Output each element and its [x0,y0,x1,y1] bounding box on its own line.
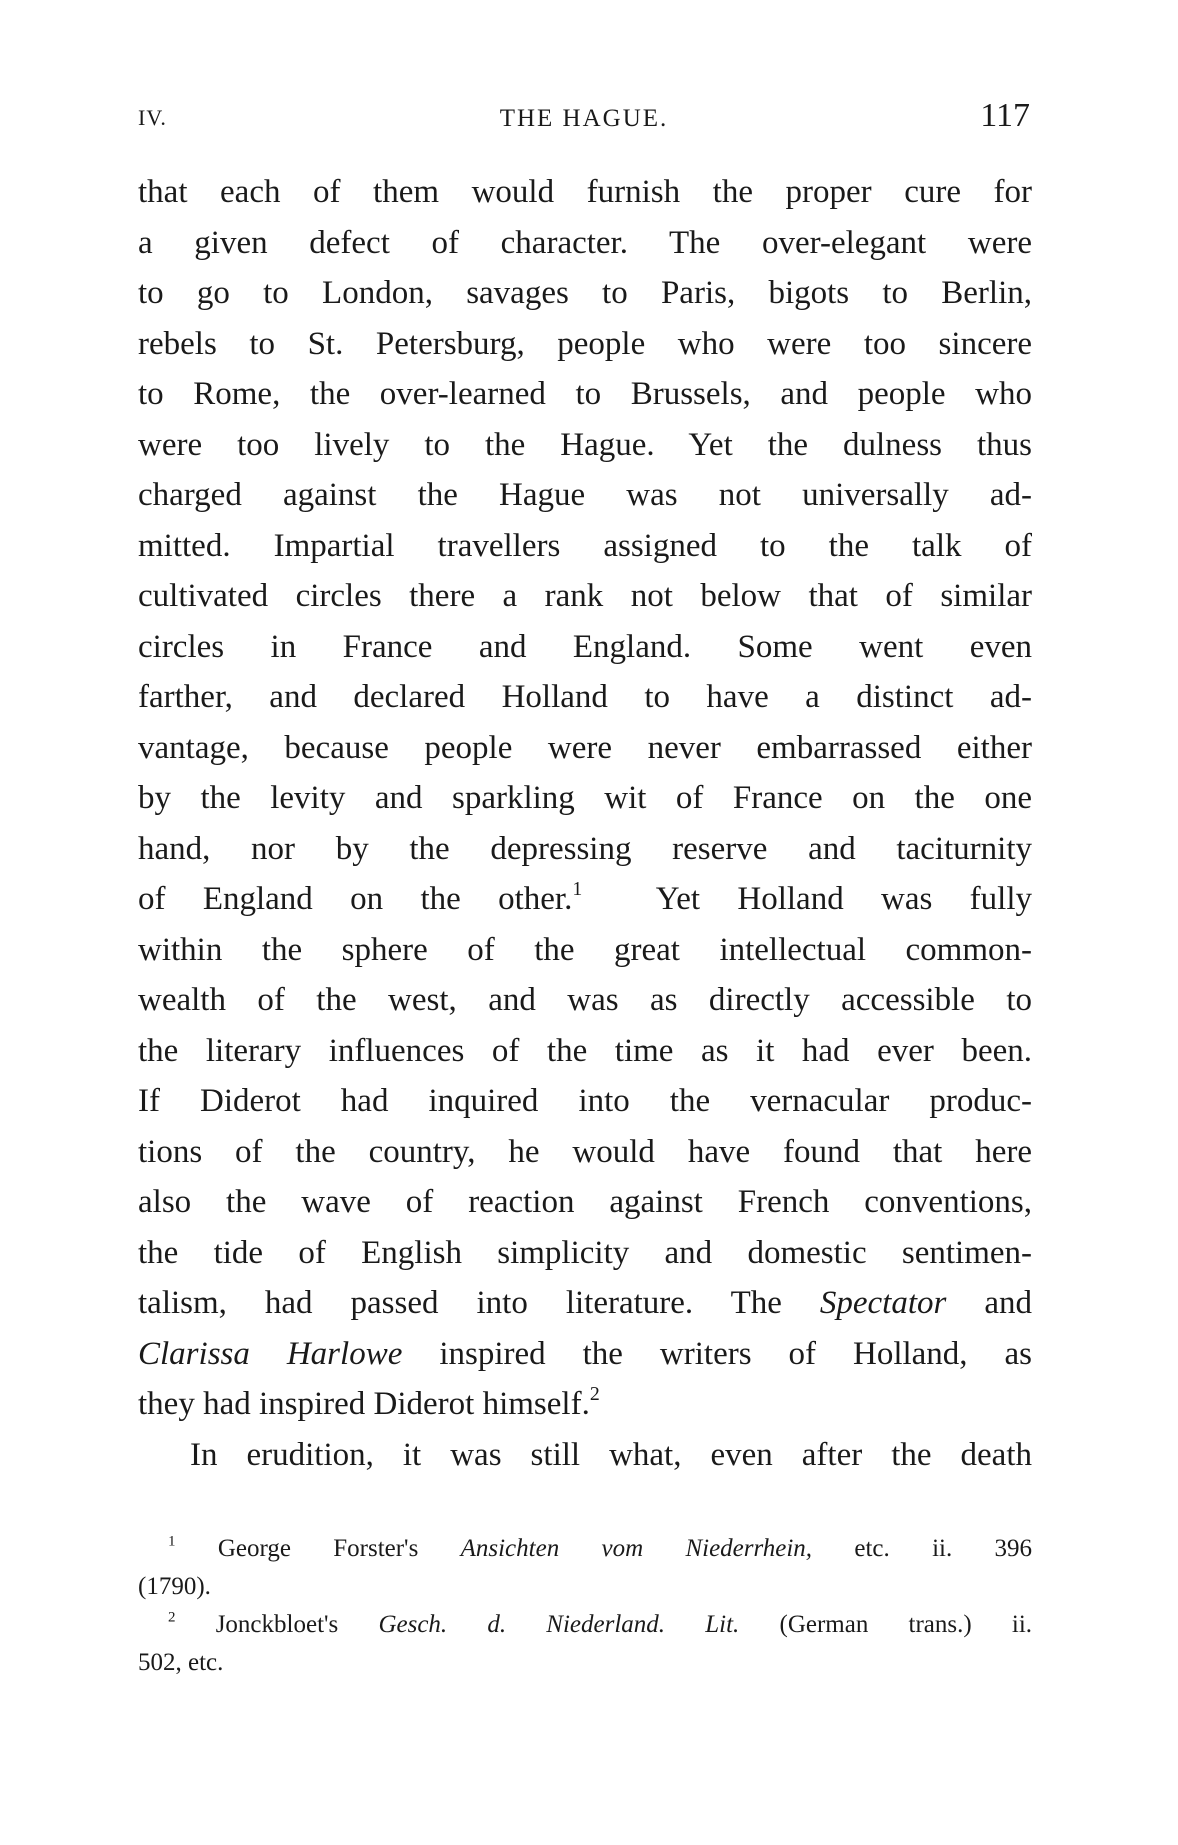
text-line: by the levity and sparkling wit of France on the one [138,780,1032,816]
paragraph-start-line: In erudition, it was still what, even after the death [190,1436,1032,1473]
footnote-mark-1: 1 [168,1533,176,1550]
footnote-text: Jonckbloet's [215,1611,339,1638]
text-segment: and [984,1285,1033,1321]
text-line: cultivated circles there a rank not below that of similar [138,578,1032,614]
footnote-mark-2: 2 [168,1609,176,1626]
footnote-text: etc. ii. 396 [854,1535,1033,1562]
text-line: the literary influences of the time as it had ever been. [138,1032,1032,1069]
text-line: to Rome, the over-learned to Brussels, and people who [138,376,1032,412]
text-segment: inspired the writers of Holland, as [439,1335,1033,1372]
footnote-text: George Forster's [217,1535,419,1562]
text-line: hand, nor by the depressing reserve and taciturnity [138,830,1032,867]
text-line: also the wave of reaction against French conventions, [138,1184,1032,1220]
page-number: 117 [980,97,1030,134]
text-segment: talism, had passed into literature. The [138,1285,782,1321]
text-line: a given defect of character. The over-elegant were [138,224,1032,261]
text-line: to go to London, savages to Paris, bigots to Berlin, [138,275,1032,311]
footnote-italic-title: Gesch. d. Niederland. Lit. [378,1611,740,1638]
footnotes [138,1530,1032,1682]
footnote-text: (German trans.) ii. [779,1611,1033,1638]
text-line-with-italic [138,1278,1032,1329]
text-line-with-footnote [138,874,1032,925]
chapter-number: IV. [138,105,167,130]
footnote-1 [138,1530,1032,1568]
text-segment: they had inspired Diderot himself. [138,1386,590,1422]
text-line: charged against the Hague was not universally ad- [138,477,1032,513]
footnote-2 [138,1606,1032,1644]
text-line: vantage, because people were never embarrassed either [138,729,1032,766]
footnote-ref-1[interactable]: 1 [572,878,583,901]
text-line: the tide of English simplicity and domestic sentimen- [138,1234,1032,1271]
text-line: farther, and declared Holland to have a distinct ad- [138,679,1032,715]
body-text [138,167,1032,1480]
text-line-with-italic [138,1329,1032,1380]
italic-title-spectator: Spectator [819,1285,947,1321]
text-line: circles in France and England. Some went even [138,628,1032,665]
footnote-1-continued: (1790). [138,1573,211,1600]
text-line: If Diderot had inquired into the vernacular produc- [138,1083,1032,1119]
footnote-ref-2[interactable]: 2 [589,1383,600,1406]
footnote-2-continued: 502, etc. [138,1649,224,1676]
text-line: mitted. Impartial travellers assigned to the talk of [138,527,1032,564]
text-segment: Yet Holland was fully [655,881,1033,917]
text-line: rebels to St. Petersburg, people who were too sincere [138,325,1032,362]
text-line: tions of the country, he would have found that here [138,1133,1032,1170]
text-line: that each of them would furnish the proper cure for [138,174,1032,210]
footnote-italic-title: Ansichten vom Niederrhein, [460,1535,813,1562]
text-line: within the sphere of the great intellectual common- [138,931,1032,968]
text-segment: of England on the other. [138,881,573,917]
running-title: THE HAGUE. [499,105,669,132]
text-line-with-footnote [138,1379,1032,1430]
text-line: were too lively to the Hague. Yet the dulness thus [138,426,1032,463]
italic-title-clarissa: Clarissa Harlowe [138,1335,403,1372]
text-line: wealth of the west, and was as directly accessible to [138,982,1032,1018]
running-head [138,97,1030,137]
